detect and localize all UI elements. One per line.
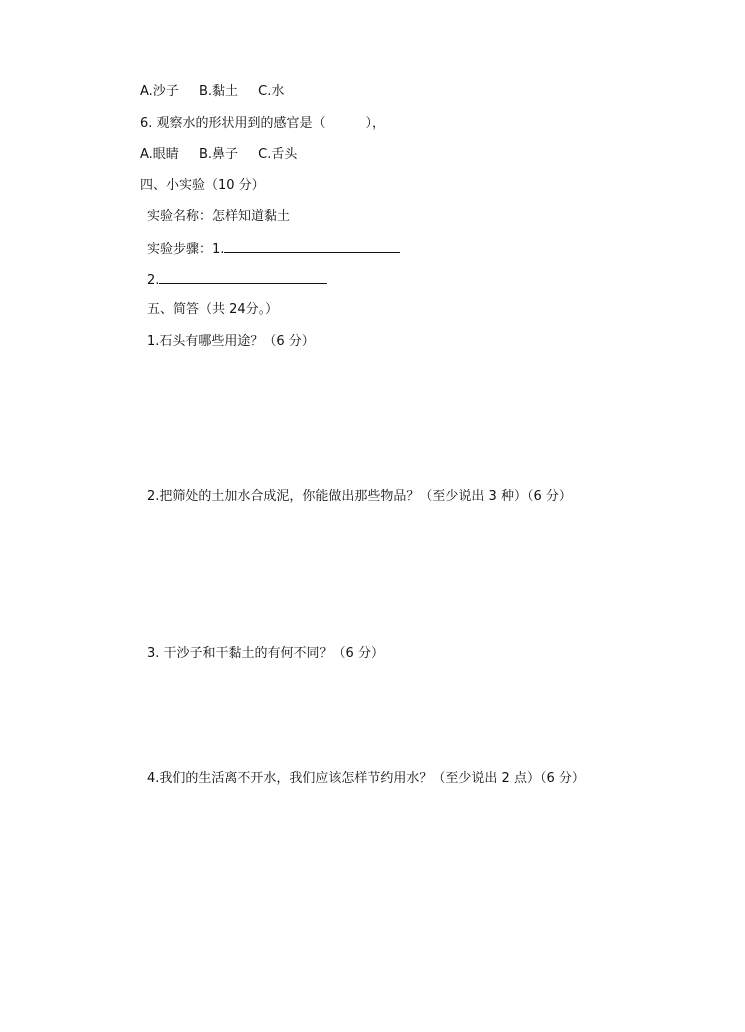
q6-option-a: A.眼睛 (140, 147, 179, 162)
q6-option-b: B.鼻子 (198, 147, 239, 162)
q6-stem-text: 6. 观察水的形状用到的感官是（ (140, 116, 326, 131)
q6-stem-end: ）， (365, 116, 386, 131)
experiment-name: 实验名称：怎样知道黏土 (147, 209, 291, 224)
step-1-blank (224, 240, 400, 253)
q5-option-a: A.沙子 (140, 84, 179, 99)
q6-options (140, 147, 297, 163)
experiment-step-1 (147, 240, 400, 258)
step-2-blank (159, 271, 327, 284)
short-answer-question-3: 3. 干沙子和干黏土的有何不同？（6 分） (147, 646, 384, 661)
step-1-label: 实验步骤：1. (147, 242, 225, 257)
q5-options (140, 84, 284, 100)
q5-option-c: C.水 (258, 84, 285, 99)
q5-option-b: B.黏土 (198, 84, 239, 99)
step-2-label: 2. (147, 273, 160, 288)
section5-title: 五、简答（共 24分。） (147, 302, 279, 317)
q6-stem (140, 116, 385, 132)
section4-title: 四、小实验（10 分） (140, 178, 265, 193)
experiment-step-2 (147, 271, 327, 289)
q6-option-c: C.舌头 (258, 147, 298, 162)
short-answer-question-2: 2.把筛处的土加水合成泥，你能做出那些物品？（至少说出 3 种）（6 分） (147, 489, 572, 504)
short-answer-question-4: 4.我们的生活离不开水，我们应该怎样节约用水？（至少说出 2 点）（6 分） (147, 771, 585, 786)
short-answer-question-1: 1.石头有哪些用途？（6 分） (147, 334, 315, 349)
